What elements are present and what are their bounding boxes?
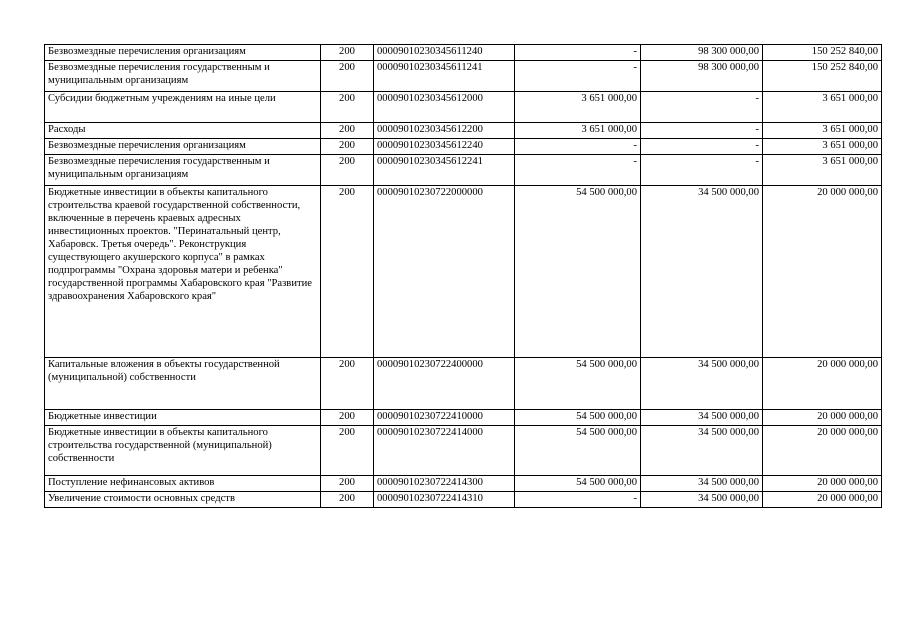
- table-row: [45, 155, 882, 186]
- executed-amount-cell: 98 300 000,00: [641, 45, 763, 61]
- unexecuted-amount-cell: 20 000 000,00: [763, 186, 882, 358]
- line-code-cell: 200: [321, 61, 374, 92]
- executed-amount-cell: 34 500 000,00: [641, 358, 763, 410]
- unexecuted-amount-cell: 20 000 000,00: [763, 476, 882, 492]
- budget-classification-code-cell: 00009010230722414000: [374, 426, 515, 476]
- line-code-cell: 200: [321, 426, 374, 476]
- budget-classification-code-cell: 00009010230722410000: [374, 410, 515, 426]
- approved-amount-cell: -: [515, 155, 641, 186]
- approved-amount-cell: -: [515, 139, 641, 155]
- unexecuted-amount-cell: 20 000 000,00: [763, 426, 882, 476]
- expense-name-cell: Капитальные вложения в объекты государственной (муниципальной) собственности: [45, 358, 321, 410]
- expense-name-cell: Бюджетные инвестиции в объекты капитального строительства государственной (муниципальной) собственности: [45, 426, 321, 476]
- table-row: [45, 358, 882, 410]
- line-code-cell: 200: [321, 155, 374, 186]
- table-row: [45, 186, 882, 358]
- approved-amount-cell: 54 500 000,00: [515, 426, 641, 476]
- budget-classification-code-cell: 00009010230722414300: [374, 476, 515, 492]
- unexecuted-amount-cell: 3 651 000,00: [763, 155, 882, 186]
- line-code-cell: 200: [321, 492, 374, 508]
- line-code-cell: 200: [321, 476, 374, 492]
- table-row: [45, 61, 882, 92]
- line-code-cell: 200: [321, 410, 374, 426]
- expense-name-cell: Бюджетные инвестиции: [45, 410, 321, 426]
- approved-amount-cell: 54 500 000,00: [515, 410, 641, 426]
- executed-amount-cell: 98 300 000,00: [641, 61, 763, 92]
- unexecuted-amount-cell: 150 252 840,00: [763, 45, 882, 61]
- unexecuted-amount-cell: 20 000 000,00: [763, 410, 882, 426]
- expense-name-cell: Безвозмездные перечисления организациям: [45, 45, 321, 61]
- line-code-cell: 200: [321, 45, 374, 61]
- budget-classification-code-cell: 00009010230345612000: [374, 92, 515, 123]
- table-row: [45, 426, 882, 476]
- table-row: [45, 410, 882, 426]
- budget-classification-code-cell: 00009010230345612241: [374, 155, 515, 186]
- approved-amount-cell: -: [515, 61, 641, 92]
- table-row: [45, 92, 882, 123]
- approved-amount-cell: 54 500 000,00: [515, 476, 641, 492]
- executed-amount-cell: 34 500 000,00: [641, 476, 763, 492]
- line-code-cell: 200: [321, 92, 374, 123]
- expense-name-cell: Увеличение стоимости основных средств: [45, 492, 321, 508]
- unexecuted-amount-cell: 3 651 000,00: [763, 139, 882, 155]
- unexecuted-amount-cell: 150 252 840,00: [763, 61, 882, 92]
- expense-name-cell: Безвозмездные перечисления организациям: [45, 139, 321, 155]
- executed-amount-cell: 34 500 000,00: [641, 426, 763, 476]
- executed-amount-cell: -: [641, 139, 763, 155]
- line-code-cell: 200: [321, 139, 374, 155]
- approved-amount-cell: 3 651 000,00: [515, 92, 641, 123]
- expense-name-cell: Субсидии бюджетным учреждениям на иные цели: [45, 92, 321, 123]
- expense-name-cell: Бюджетные инвестиции в объекты капитального строительства краевой государственной собственности, включенные в перечень краевых адресных инвестиционных проектов. "Перинатальный центр, Хабаровск. Третья очередь". Реконструкция существующего акушерского корпуса" в рамках подпрограммы "Охрана здоровья матери и ребенка" государственной программы Хабаровского края "Развитие здравоохранения Хабаровского края": [45, 186, 321, 358]
- line-code-cell: 200: [321, 123, 374, 139]
- expense-name-cell: Безвозмездные перечисления государственным и муниципальным организациям: [45, 61, 321, 92]
- budget-classification-code-cell: 00009010230345612200: [374, 123, 515, 139]
- approved-amount-cell: 54 500 000,00: [515, 358, 641, 410]
- table-row: [45, 492, 882, 508]
- approved-amount-cell: 54 500 000,00: [515, 186, 641, 358]
- budget-classification-code-cell: 00009010230722000000: [374, 186, 515, 358]
- executed-amount-cell: 34 500 000,00: [641, 186, 763, 358]
- budget-execution-table: [44, 44, 882, 508]
- document-page: [44, 44, 882, 508]
- budget-classification-code-cell: 00009010230345611241: [374, 61, 515, 92]
- approved-amount-cell: -: [515, 45, 641, 61]
- unexecuted-amount-cell: 20 000 000,00: [763, 492, 882, 508]
- executed-amount-cell: 34 500 000,00: [641, 492, 763, 508]
- executed-amount-cell: 34 500 000,00: [641, 410, 763, 426]
- budget-classification-code-cell: 00009010230345612240: [374, 139, 515, 155]
- budget-classification-code-cell: 00009010230722414310: [374, 492, 515, 508]
- expense-name-cell: Безвозмездные перечисления государственным и муниципальным организациям: [45, 155, 321, 186]
- line-code-cell: 200: [321, 186, 374, 358]
- table-row: [45, 139, 882, 155]
- approved-amount-cell: 3 651 000,00: [515, 123, 641, 139]
- budget-classification-code-cell: 00009010230345611240: [374, 45, 515, 61]
- line-code-cell: 200: [321, 358, 374, 410]
- table-row: [45, 476, 882, 492]
- unexecuted-amount-cell: 3 651 000,00: [763, 123, 882, 139]
- executed-amount-cell: -: [641, 155, 763, 186]
- table-row: [45, 45, 882, 61]
- expense-name-cell: Поступление нефинансовых активов: [45, 476, 321, 492]
- table-body: [45, 45, 882, 508]
- budget-classification-code-cell: 00009010230722400000: [374, 358, 515, 410]
- unexecuted-amount-cell: 20 000 000,00: [763, 358, 882, 410]
- executed-amount-cell: -: [641, 123, 763, 139]
- expense-name-cell: Расходы: [45, 123, 321, 139]
- executed-amount-cell: -: [641, 92, 763, 123]
- unexecuted-amount-cell: 3 651 000,00: [763, 92, 882, 123]
- table-row: [45, 123, 882, 139]
- approved-amount-cell: -: [515, 492, 641, 508]
